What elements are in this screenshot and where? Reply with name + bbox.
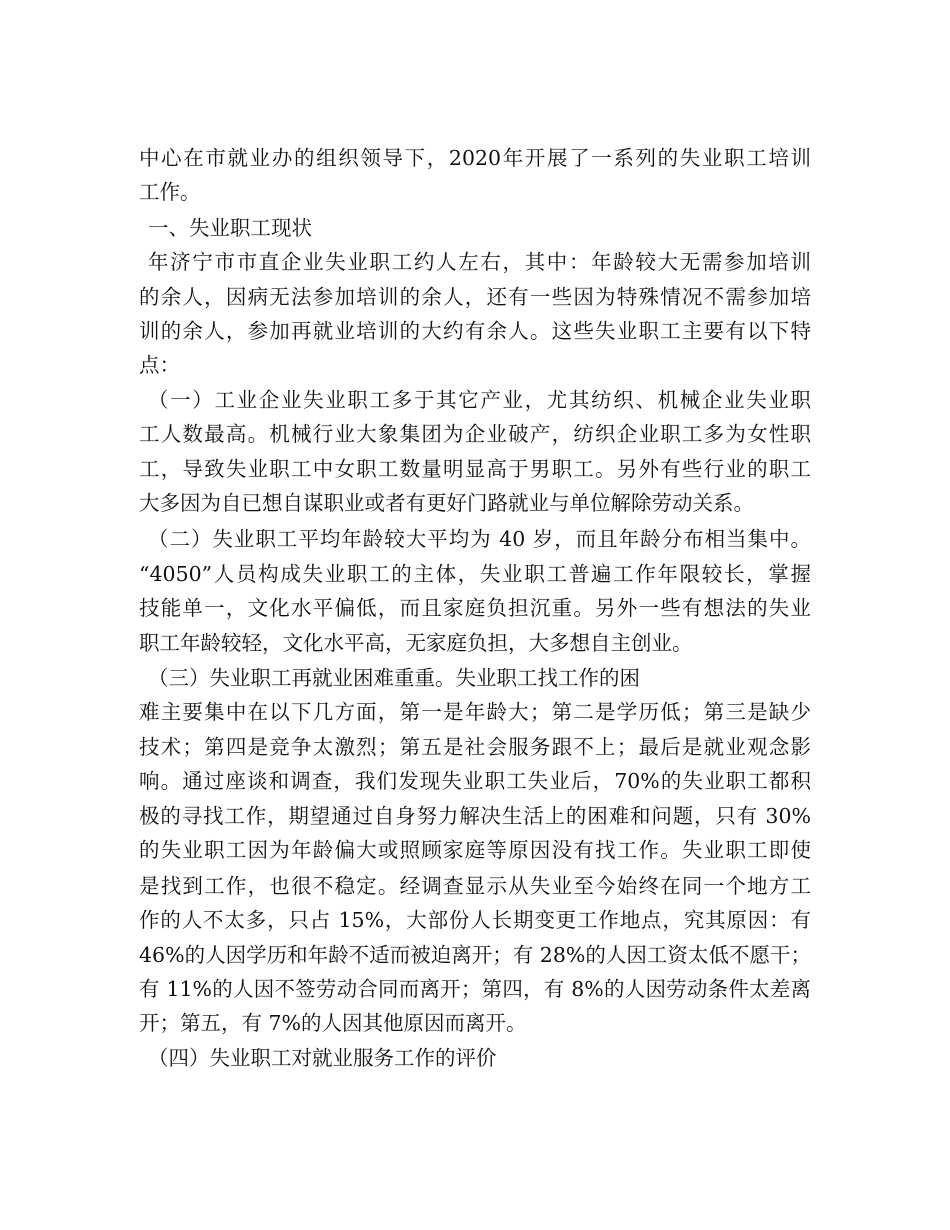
text-line: （三）失业职工再就业困难重重。失业职工找工作的困	[148, 666, 640, 690]
text-line: 响。通过座谈和调查，我们发现失业职工失业后，70%的失业职工都积	[139, 769, 811, 793]
text-line: 训的余人，参加再就业培训的大约有余人。这些失业职工主要有以下特	[139, 319, 811, 343]
section-heading: 一、失业职工现状	[148, 216, 312, 240]
text-line: 点：	[139, 353, 180, 377]
text-line: 工人数最高。机械行业大象集团为企业破产，纺织企业职工多为女性职	[139, 422, 811, 446]
text-line: 技能单一，文化水平偏低，而且家庭负担沉重。另外一些有想法的失业	[139, 596, 811, 620]
text-line: “4050”人员构成失业职工的主体，失业职工普遍工作年限较长，掌握	[139, 562, 811, 586]
text-line: 的失业职工因为年龄偏大或照顾家庭等原因没有找工作。失业职工即使	[139, 838, 811, 862]
text-line: 开；第五，有 7%的人因其他原因而离开。	[139, 1011, 527, 1035]
text-line: 工，导致失业职工中女职工数量明显高于男职工。另外有些行业的职工	[139, 457, 811, 481]
text-line: 难主要集中在以下几方面，第一是年龄大；第二是学历低；第三是缺少	[139, 700, 811, 724]
text-line: 作的人不太多，只占 15%，大部份人长期变更工作地点，究其原因：有	[139, 908, 811, 932]
text-line: 极的寻找工作，期望通过自身努力解决生活上的困难和问题，只有 30%	[139, 804, 811, 828]
text-line: 中心在市就业办的组织领导下，2020年开展了一系列的失业职工培训	[139, 146, 811, 170]
text-line: （一）工业企业失业职工多于其它产业，尤其纺织、机械企业失业职	[148, 388, 811, 412]
section-heading: （四）失业职工对就业服务工作的评价	[148, 1046, 497, 1070]
text-line: 职工年龄较轻，文化水平高，无家庭负担，大多想自主创业。	[139, 631, 693, 655]
text-line: （二）失业职工平均年龄较大平均为 40 岁，而且年龄分布相当集中。	[148, 527, 811, 551]
text-line: 有 11%的人因不签劳动合同而离开；第四，有 8%的人因劳动条件太差离	[139, 977, 811, 1001]
text-line: 46%的人因学历和年龄不适而被迫离开；有 28%的人因工资太低不愿干；	[139, 943, 811, 967]
text-line: 大多因为自已想自谋职业或者有更好门路就业与单位解除劳动关系。	[139, 491, 754, 515]
text-line: 年济宁市市直企业失业职工约人左右，其中：年龄较大无需参加培训	[148, 250, 811, 274]
text-line: 是找到工作，也很不稳定。经调查显示从失业至今始终在同一个地方工	[139, 874, 811, 898]
text-line: 的余人，因病无法参加培训的余人，还有一些因为特殊情况不需参加培	[139, 285, 811, 309]
text-line: 技术；第四是竞争太激烈；第五是社会服务跟不上；最后是就业观念影	[139, 735, 811, 759]
text-line: 工作。	[139, 180, 201, 204]
